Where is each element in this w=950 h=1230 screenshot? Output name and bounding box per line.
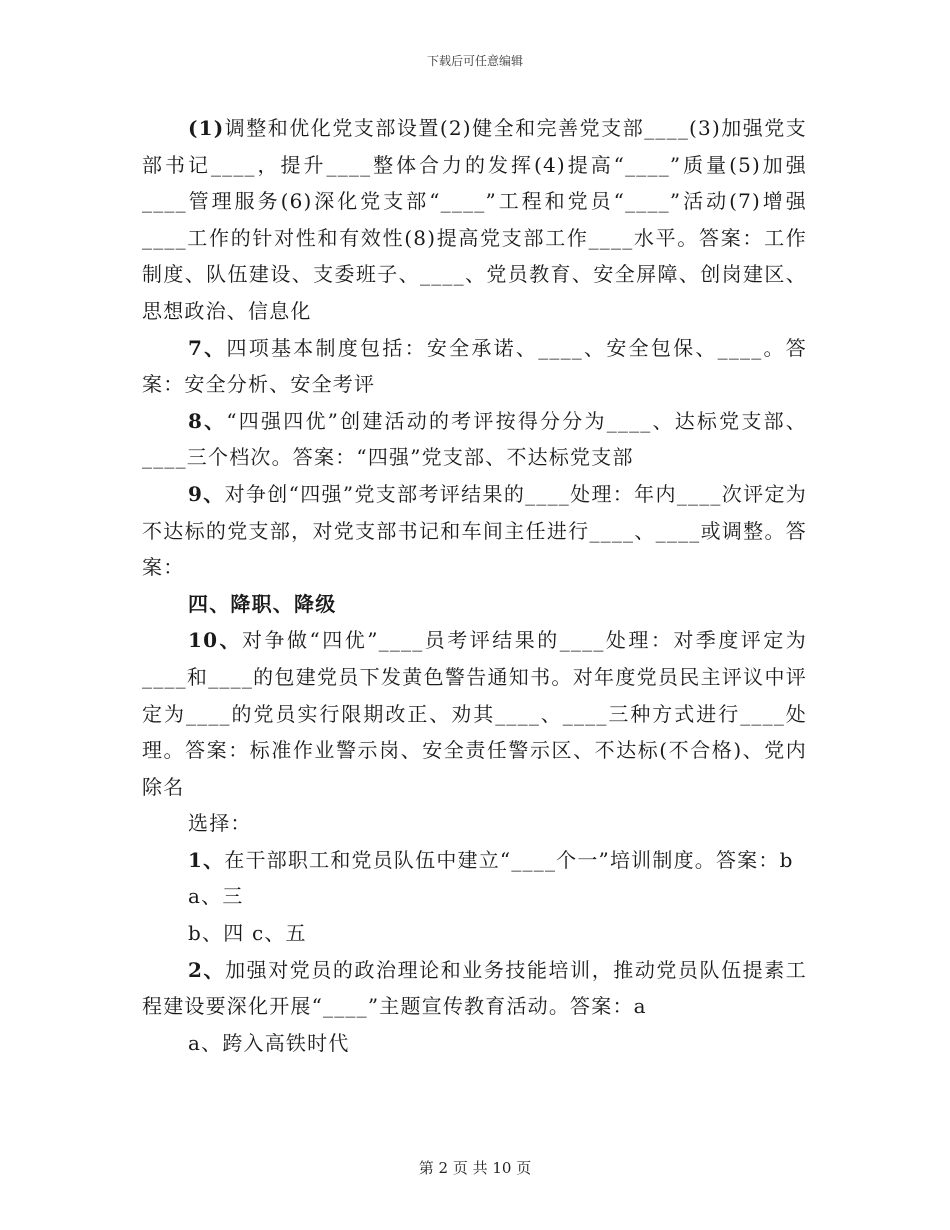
- question-1-option-bc: b、四 c、五: [188, 921, 307, 946]
- paragraph-item-8: [142, 403, 807, 476]
- question-text: 加强对党员的政治理论和业务技能培训，推动党员队伍提素工程建设要深化开展“____”主题宣传教育活动。答案：a: [142, 957, 807, 1019]
- item-number: 8、: [188, 408, 227, 433]
- item-text: 对争做“四优”____员考评结果的____处理：对季度评定为____和____的包建党员下发黄色警告通知书。对年度党员民主评议中评定为____的党员实行限期改正、劝其____、____三种方式进行____处理。答案：标准作业警示岗、安全责任警示区、不达标(不合格)、党内除名: [142, 628, 807, 799]
- item-text: 四项基本制度包括：安全承诺、____、安全包保、____。答案：安全分析、安全考评: [142, 335, 807, 397]
- item-text: 对争创“四强”党支部考评结果的____处理：年内____次评定为不达标的党支部，对党支部书记和车间主任进行____、____或调整。答案：: [142, 481, 807, 580]
- paragraph-item-9: [142, 476, 807, 586]
- choice-section-label: 选择：: [188, 811, 252, 836]
- document-body: [142, 110, 807, 1061]
- page-footer-number: 第 2 页 共 10 页: [418, 1159, 532, 1177]
- item-text: 调整和优化党支部设置(2)健全和完善党支部____(3)加强党支部书记____，提升____整体合力的发挥(4)提高“____”质量(5)加强____管理服务(6)深化党支部“____”工程和党员“____”活动(7)增强____工作的针对性和有效性(8)提高党支部工作____水平。答案：工作制度、队伍建设、支委班子、____、党员教育、安全屏障、创岗建区、思想政治、信息化: [142, 116, 807, 323]
- question-1-option-a: a、三: [188, 884, 244, 909]
- paragraph-item-1: [142, 110, 807, 330]
- question-number: 1、: [188, 847, 225, 872]
- item-number: 10、: [188, 628, 243, 653]
- page-header-note: 下载后可任意编辑: [426, 54, 523, 68]
- item-number: 9、: [188, 481, 225, 506]
- item-number: (1): [188, 116, 225, 140]
- paragraph-item-10: [142, 622, 807, 805]
- section-heading: 四、降职、降级: [188, 591, 337, 616]
- item-text: “四强四优”创建活动的考评按得分分为____、达标党支部、____三个档次。答案：“四强”党支部、不达标党支部: [142, 408, 807, 470]
- question-2-option-a: a、跨入高铁时代: [188, 1030, 350, 1055]
- question-1: [142, 842, 807, 879]
- question-text: 在干部职工和党员队伍中建立“____个一”培训制度。答案：b: [224, 847, 794, 872]
- item-number: 7、: [188, 335, 227, 360]
- paragraph-item-7: [142, 330, 807, 403]
- question-2: [142, 952, 807, 1025]
- question-number: 2、: [188, 957, 226, 982]
